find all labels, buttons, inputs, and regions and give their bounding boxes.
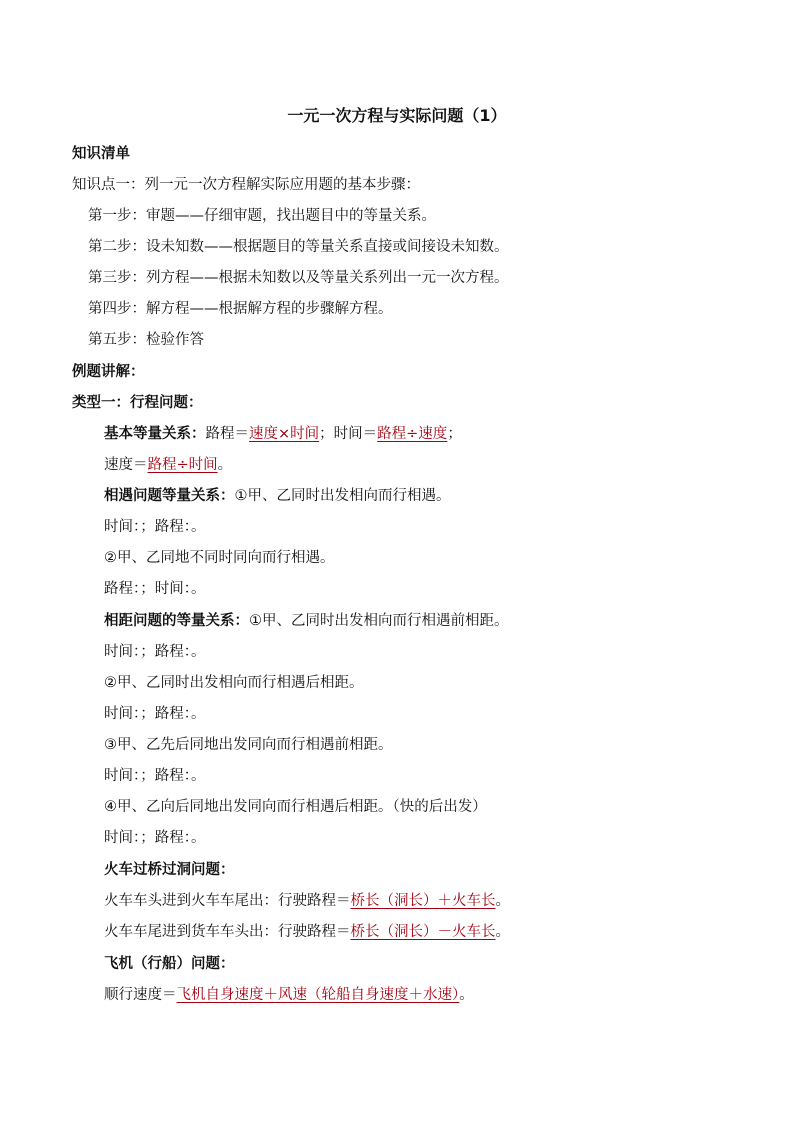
meet-relation-line — [104, 485, 451, 507]
train-end-2: 。 — [495, 924, 510, 940]
meet-case-1: ①甲、乙同时出发相向而行相遇。 — [234, 488, 451, 504]
plane-line-1 — [104, 984, 474, 1006]
answer-speed-times-time: 速度×时间 — [249, 426, 320, 442]
basic-text-4: 速度＝ — [104, 457, 148, 473]
basic-text-1: 路程＝ — [205, 426, 249, 442]
distance-relation-line — [104, 610, 509, 632]
basic-relation-line — [104, 423, 462, 445]
train-text-2: 火车车尾进到货车车头出：行驶路程＝ — [104, 924, 351, 940]
meet-blank-line-2: 路程：；时间：。 — [104, 581, 206, 597]
answer-distance-div-speed: 路程÷速度 — [377, 426, 448, 442]
train-line-1 — [104, 890, 510, 912]
answer-distance-div-time: 路程÷时间 — [147, 457, 218, 473]
distance-case-1: ①甲、乙同时出发相向而行相遇前相距。 — [249, 613, 509, 629]
train-end-1: 。 — [495, 893, 510, 909]
meet-case-2: ②甲、乙同地不同时同向而行相遇。 — [104, 550, 335, 566]
step-5: 第五步：检验作答 — [88, 332, 204, 348]
train-line-2 — [104, 921, 510, 943]
distance-case-4: ④甲、乙向后同地出发同向而行相遇后相距。（快的后出发） — [104, 799, 487, 815]
section-heading-knowledge: 知识清单 — [72, 146, 130, 162]
basic-text-2: ；时间＝ — [319, 426, 378, 442]
train-text-1: 火车车头进到火车车尾出：行驶路程＝ — [104, 893, 351, 909]
section-heading-examples: 例题讲解： — [72, 364, 145, 380]
answer-downstream-speed: 飞机自身速度＋风速（轮船自身速度＋水速） — [176, 987, 460, 1003]
distance-case-2: ②甲、乙同时出发相向而行相遇后相距。 — [104, 675, 364, 691]
distance-blank-line-3: 时间：；路程：。 — [104, 768, 206, 784]
plane-text-1: 顺行速度＝ — [104, 987, 177, 1003]
basic-relation-label: 基本等量关系： — [104, 426, 206, 442]
distance-relation-label: 相距问题的等量关系： — [104, 613, 249, 629]
basic-relation-line-2 — [104, 454, 232, 476]
step-1: 第一步：审题——仔细审题，找出题目中的等量关系。 — [88, 208, 436, 224]
distance-blank-line-1: 时间：；路程：。 — [104, 644, 206, 660]
train-heading: 火车过桥过洞问题： — [104, 862, 235, 878]
distance-blank-line-2: 时间：；路程：。 — [104, 706, 206, 722]
answer-bridge-plus-train: 桥长（洞长）＋火车长 — [350, 893, 496, 909]
type-1-heading: 类型一：行程问题： — [72, 395, 203, 411]
basic-text-5: 。 — [217, 457, 233, 473]
page-title: 一元一次方程与实际问题（1） — [287, 106, 507, 125]
step-3: 第三步：列方程——根据未知数以及等量关系列出一元一次方程。 — [88, 270, 509, 286]
step-4: 第四步：解方程——根据解方程的步骤解方程。 — [88, 301, 393, 317]
step-2: 第二步：设未知数——根据题目的等量关系直接或间接设未知数。 — [88, 239, 509, 255]
distance-case-3: ③甲、乙先后同地出发同向而行相遇前相距。 — [104, 737, 393, 753]
answer-bridge-minus-train: 桥长（洞长）－火车长 — [350, 924, 496, 940]
knowledge-point-1: 知识点一：列一元一次方程解实际应用题的基本步骤： — [72, 177, 420, 193]
plane-end-1: 。 — [459, 987, 474, 1003]
meet-relation-label: 相遇问题等量关系： — [104, 488, 235, 504]
basic-text-3: ； — [447, 426, 462, 442]
plane-heading: 飞机（行船）问题： — [104, 956, 235, 972]
distance-blank-line-4: 时间：；路程：。 — [104, 830, 206, 846]
meet-blank-line-1: 时间：；路程：。 — [104, 519, 206, 535]
